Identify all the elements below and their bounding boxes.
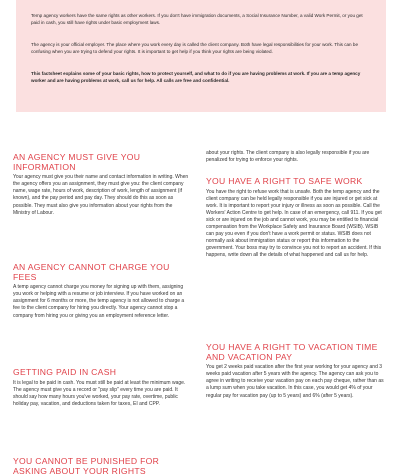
section-heading: YOU HAVE A RIGHT TO SAFE WORK (206, 176, 363, 186)
section-heading: GETTING PAID IN CASH (13, 367, 117, 377)
continued-paragraph: about your rights. The client company is also legally responsible if you are penalized for trying to enforce your rights. (206, 150, 370, 164)
section-heading: YOU CANNOT BE PUNISHED FOR ASKING ABOUT YOUR RIGHTS (13, 456, 160, 476)
section-safe-work (206, 177, 385, 260)
section-heading: YOU HAVE A RIGHT TO VACATION TIME AND VACATION PAY (206, 342, 378, 362)
section-body: Your agency must give you their name and contact information in writing. When the agency offers you an assignment, they must give you: the client company name, wage rate, hours of work, description of work, length of assignment (if known), and the pay period and pay day. They should do this as soon as possible. They must also give you information about your rights from the Ministry of Labour. (13, 174, 189, 216)
section-body: You have the right to refuse work that is unsafe. Both the temp agency and the client company can be held legally responsible if you are injured or get sick at work. It is important to report your injury or illness as soon as possible. Call the Workers' Action Centre to get help. In case of an emergency, call 911. If you get sick or are injured on the job and cannot work, you may be entitled to financial compensation from the Workplace Safety and Insurance Board (WSIB). WSIB can pay you even if you don't have a work permit or status. WSIB does not normally ask about immigration status or report this information to the government. Your boss may try to convince you not to report an accident. If this happens, write down all the details of what happened and call us for help. (206, 188, 382, 259)
section-agency-information (13, 153, 191, 217)
intro-paragraph-help: This factsheet explains some of your basic rights, how to protect yourself, and what to do if you are having problems at work. If you are a temp agency worker and are having problems at work, call us for help. All calls are free and confidential. (31, 71, 361, 83)
intro-paragraph-rights: Temp agency workers have the same rights as other workers. If you don't have immigration documents, a Social Insurance Number, a valid Work Permit, or you get paid in cash, you still have rights under basic employment laws. (31, 13, 363, 25)
section-body: You get 2 weeks paid vacation after the first year working for your agency and 3 weeks paid vacation after 5 years with the agency. The agency can ask you to agree in writing to receive your vacation pay on each pay cheque, rather than as a lump sum when you take vacation. In this case, you would get 4% of your regular pay for vacation pay (up to 5 years) and 6% (after 5 years). (206, 364, 384, 399)
section-body: A temp agency cannot charge you money for signing up with them, assigning you work or helping with a resume or job interview. If you have worked on an assignment for 6 months or more, the temp agency is not allowed to charge a fee to the client company for hiring you directly. Your agency cannot stop a company from hiring you or giving you an employment reference letter. (13, 284, 185, 319)
section-no-fees (13, 263, 191, 320)
section-vacation (206, 343, 385, 400)
intro-callout (16, 0, 386, 112)
section-body: It is legal to be paid in cash. You must still be paid at least the minimum wage. The agency must give you a record or "pay slip" every time you are paid. It should say how many hours you've worked, your pay rate, overtime, public holiday pay, vacation, and deductions taken for taxes, EI and CPP. (13, 379, 186, 407)
section-not-punished (13, 457, 191, 476)
section-heading: AN AGENCY CANNOT CHARGE YOU FEES (13, 262, 170, 282)
intro-paragraph-employer: The agency is your official employer. The place where you work every day is called the client company. Both have legal responsibilities for your work. This can be confusing when you are trying to defend your rights. It is important to get help if you think your rights are being violated. (31, 42, 359, 54)
section-heading: AN AGENCY MUST GIVE YOU INFORMATION (13, 152, 141, 172)
section-paid-in-cash (13, 368, 191, 408)
